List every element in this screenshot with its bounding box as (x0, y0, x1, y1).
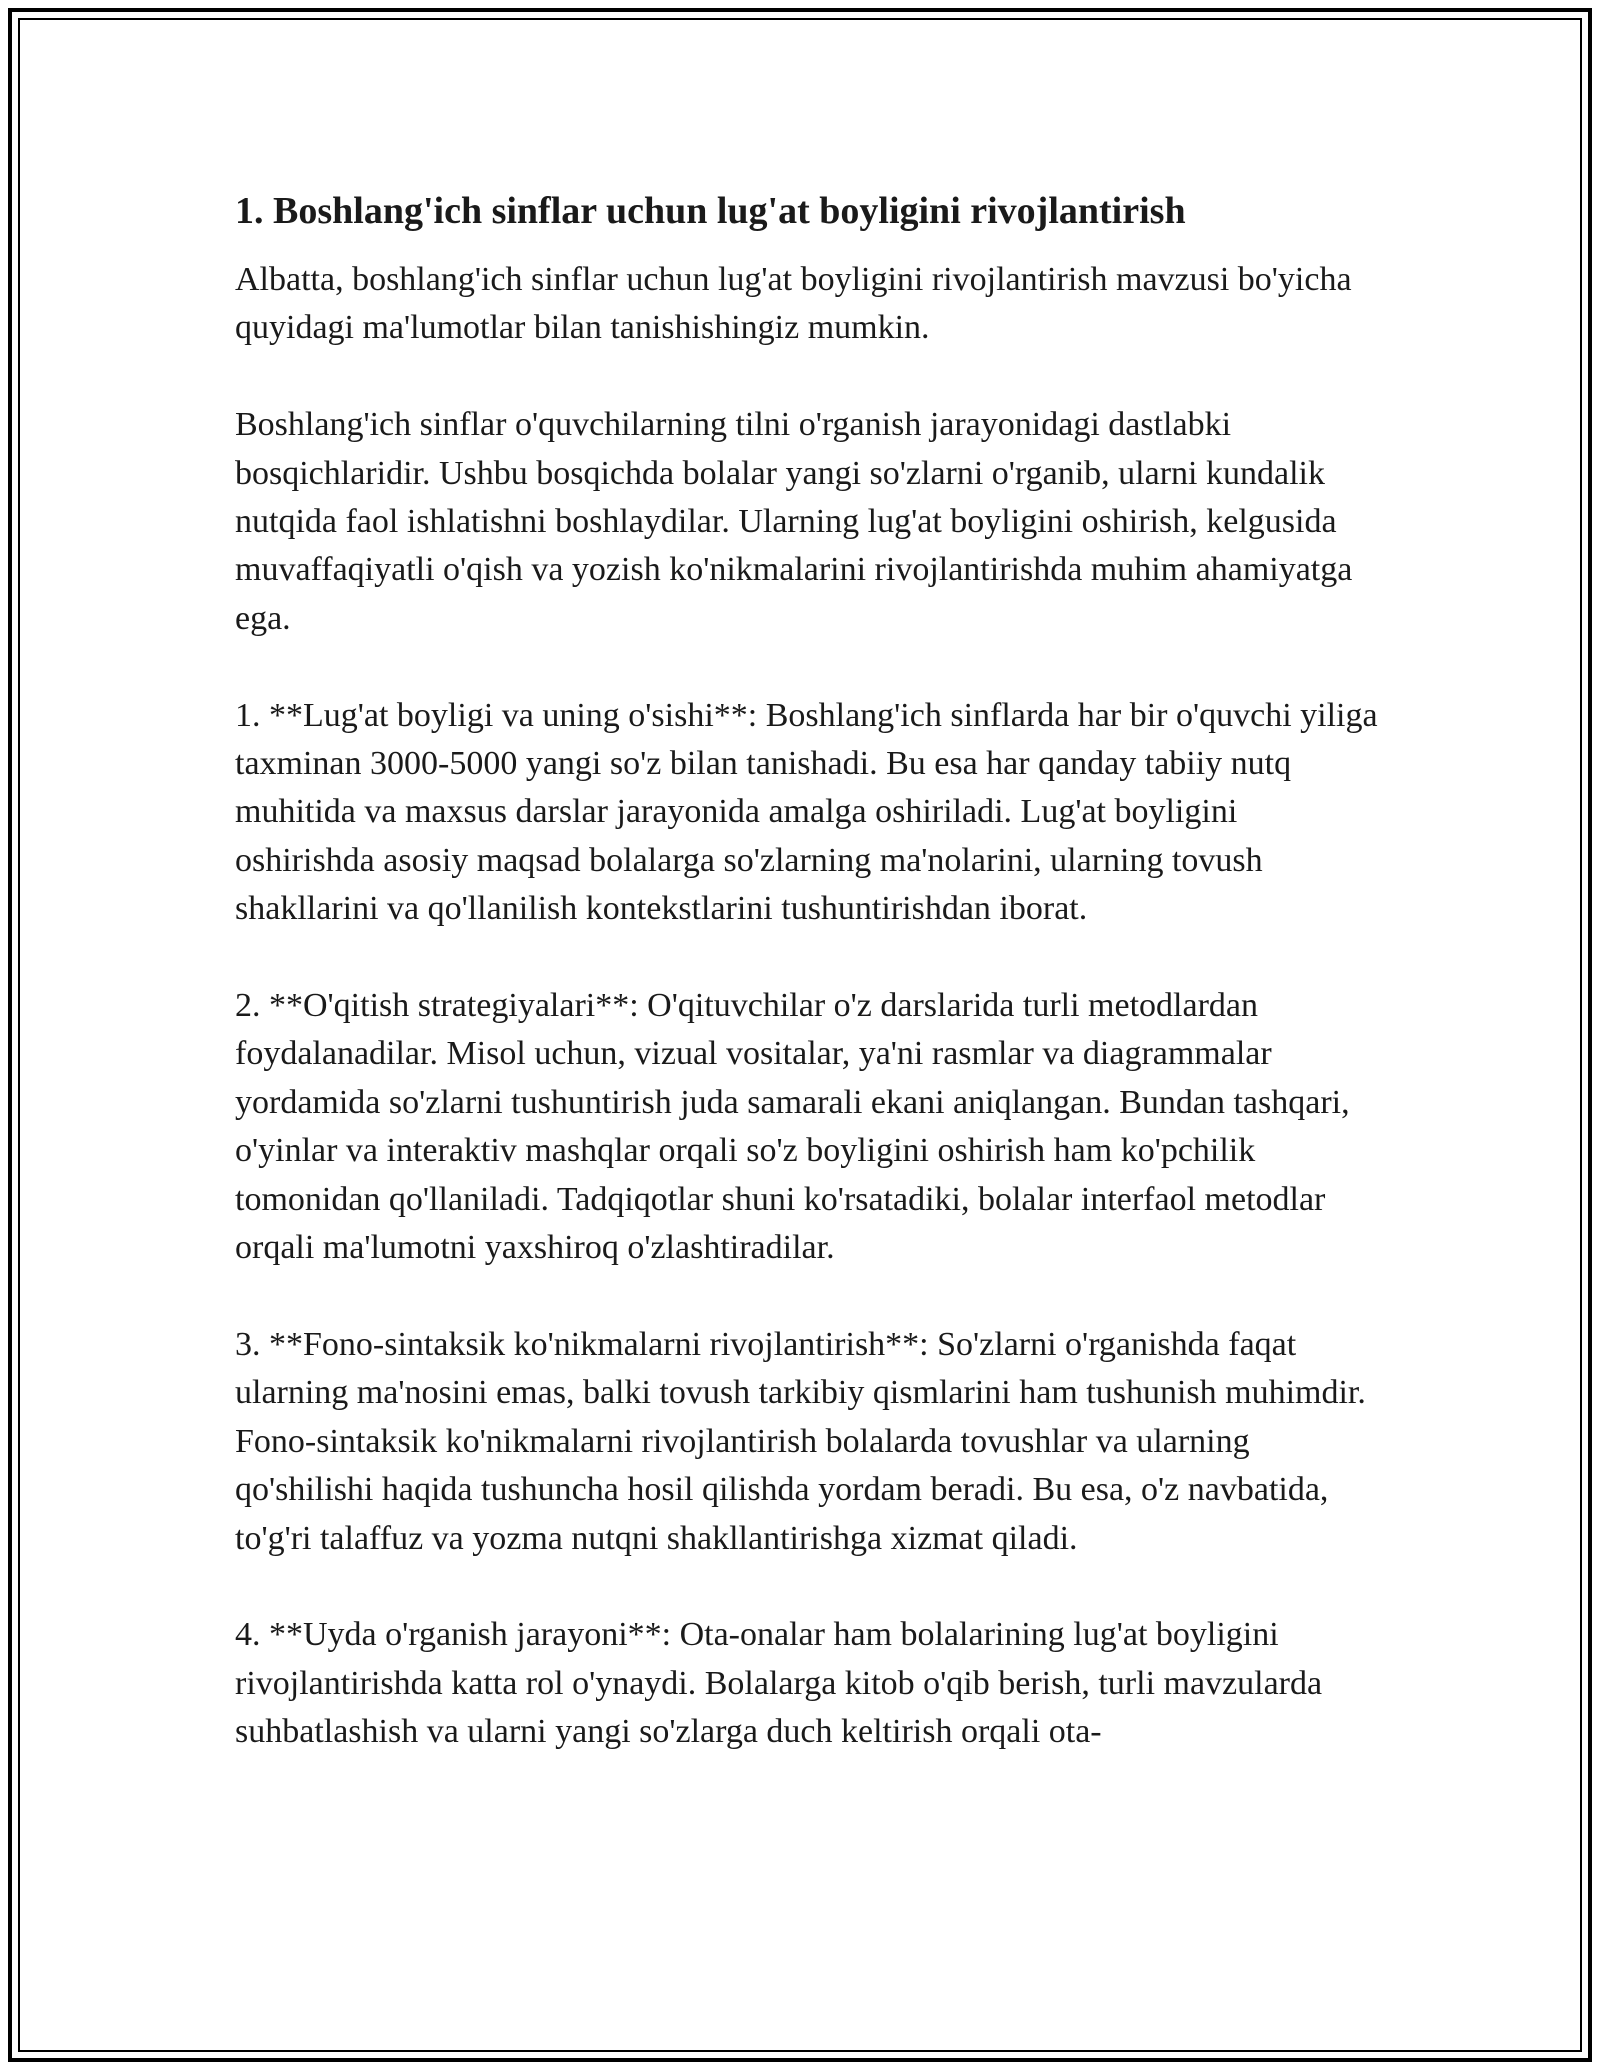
point-4-paragraph: 4. **Uyda o'rganish jarayoni**: Ota-onalar ham bolalarining lug'at boyligini rivojlantirishda katta rol o'ynaydi. Bolalarga kitob o'qib berish, turli mavzularda suhbatlashish va ularni yangi so'zlarga duch keltirish orqali ota- (235, 1616, 1323, 1751)
point-1-paragraph: 1. **Lug'at boyligi va uning o'sishi**: Boshlang'ich sinflarda har bir o'quvchi yiliga taxminan 3000-5000 yangi so'z bilan tanishadi. Bu esa har qanday tabiiy nutq muhitida va maxsus darslar jarayonida amalga oshiriladi. Lug'at boyligini oshirishda asosiy maqsad bolalarga so'zlarning ma'nolarini, ularning tovush shakllarini va qo'llanilish kontekstlarini tushuntirishdan iborat. (235, 696, 1378, 928)
point-3-paragraph: 3. **Fono-sintaksik ko'nikmalarni rivojlantirish**: So'zlarni o'rganishda faqat ularning ma'nosini emas, balki tovush tarkibiy qismlarini ham tushunish muhimdir. Fono-sintaksik ko'nikmalarni rivojlantirish bolalarda tovushlar va ularning qo'shilishi haqida tushuncha hosil qilishda yordam beradi. Bu esa, o'z navbatida, to'g'ri talaffuz va yozma nutqni shakllantirishga xizmat qiladi. (235, 1325, 1366, 1557)
overview-paragraph: Boshlang'ich sinflar o'quvchilarning tilni o'rganish jarayonidagi dastlabki bosqichlaridir. Ushbu bosqichda bolalar yangi so'zlarni o'rganib, ularni kundalik nutqida faol ishlatishni boshlaydilar. Ularning lug'at boyligini oshirish, kelgusida muvaffaqiyatli o'qish va yozish ko'nikmalarini rivojlantirishda muhim ahamiyatga ega. (235, 406, 1353, 637)
document-heading: 1. Boshlang'ich sinflar uchun lug'at boyligini rivojlantirish (235, 190, 1186, 232)
document-body (235, 186, 1385, 1757)
point-2-paragraph: 2. **O'qitish strategiyalari**: O'qituvchilar o'z darslarida turli metodlardan foydalanadilar. Misol uchun, vizual vositalar, ya'ni rasmlar va diagrammalar yordamida so'zlarni tushuntirish juda samarali ekani aniqlangan. Bundan tashqari, o'yinlar va interaktiv mashqlar orqali so'z boyligini oshirish ham ko'pchilik tomonidan qo'llaniladi. Tadqiqotlar shuni ko'rsatadiki, bolalar interfaol metodlar orqali ma'lumotni yaxshiroq o'zlashtiradilar. (235, 987, 1350, 1267)
intro-paragraph: Albatta, boshlang'ich sinflar uchun lug'at boyligini rivojlantirish mavzusi bo'yicha quyidagi ma'lumotlar bilan tanishishingiz mumkin. (235, 261, 1352, 347)
